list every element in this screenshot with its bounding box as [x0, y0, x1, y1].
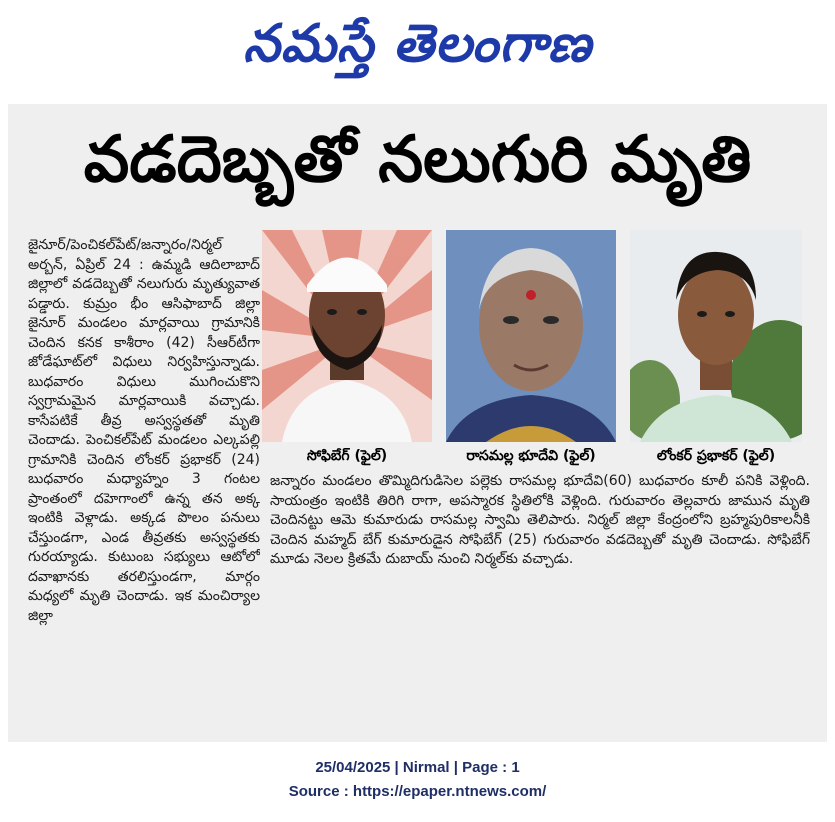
- photo-caption-sofibeg: సోఫిబేగ్ (ఫైల్): [306, 447, 388, 464]
- article-headline: వడదెబ్బతో నలుగురి మృతి: [83, 122, 752, 197]
- left-column-paragraph: జైనూర్/పెంచికల్‌పేట్/జన్నారం/నిర్మల్ అర్బన్, ఏప్రిల్ 24 : ఉమ్మడి ఆదిలాబాద్ జిల్లాలో వడదెబ్బతో నలుగురు మృత్యువాత పడ్డారు. కుమ్రం భీం ఆసిఫాబాద్ జిల్లా జైనూర్ మండలం మార్లవాయి గ్రామానికి చెందిన కనక కాశీరాం (42) సీఆర్‌టీగా జోడేఘాట్‌లో విధులు నిర్వహిస్తున్నాడు. బుధవారం విధులు ముగించుకొని స్వగ్రామమైన మార్లవాయికి వచ్చాడు. కాసేపటికే తీవ్ర అస్వస్థతతో మృతి చెందాడు. పెంచికల్‌పేట్ మండలం ఎల్కపల్లి గ్రామానికి చెందిన లోంకర్ ప్రభాకర్ (24) బుధవారం మధ్యాహ్నం 3 గంటల ప్రాంతంలో దహెగాంలో ఉన్న తన అక్క ఇంటికి వెళ్లాడు. అక్కడ పొలం పనులు చేస్తుండగా, ఎండ తీవ్రతకు అస్వస్థతకు గురయ్యాడు. కుటుంబ సభ్యులు ఆటోలో దవాఖానకు తరలిస్తుండగా, మార్గం మధ్యలో మృతి చెందాడు. ఇక మంచిర్యాల జిల్లా: [28, 237, 260, 624]
- article-text-right-column: [270, 472, 810, 736]
- article-clipping: [8, 104, 827, 742]
- photo-sofibeg: [262, 230, 432, 442]
- photo-lonkar-prabhakar: [630, 230, 802, 442]
- masthead: [0, 4, 835, 96]
- photo-rasamalla-bhudevi: [446, 230, 616, 442]
- right-column-paragraph: జన్నారం మండలం తొమ్మిదిగుడిసెల పల్లెకు రాసమల్ల భూదేవి(60) బుధవారం కూలీ పనికి వెళ్లింది. సాయంత్రం ఇంటికి తిరిగి రాగా, అపస్మారక స్థితిలోకి వెళ్లింది. గురువారం తెల్లవారు జామున మృతి చెందినట్టు ఆమె కుమారుడు రాసమల్ల స్వామి తెలిపారు. నిర్మల్ జిల్లా కేంద్రంలోని బ్రహ్మపురికాలనీకి చెందిన మహ్మద్ బేగ్ కుమారుడైన సోఫిబేగ్ (25) గురువారం వడదెబ్బతో మృతి చెందాడు. సోఫిబేగ్ మూడు నెలల క్రితమే దుబాయ్ నుంచి నిర్మల్‌కు వచ్చాడు.: [270, 473, 810, 567]
- source-link[interactable]: Source : https://epaper.ntnews.com/: [288, 783, 547, 800]
- newspaper-title: నమస్తే తెలంగాణ: [243, 13, 592, 74]
- photo-caption-prabhakar: లోంకర్ ప్రభాకర్ (ఫైల్): [656, 447, 776, 464]
- photo-caption-bhudevi: రాసమల్ల భూదేవి (ఫైల్): [466, 447, 596, 464]
- page-footer: [0, 756, 835, 804]
- article-text-left-column: [28, 236, 260, 736]
- edition-info: 25/04/2025 | Nirmal | Page : 1: [315, 759, 520, 776]
